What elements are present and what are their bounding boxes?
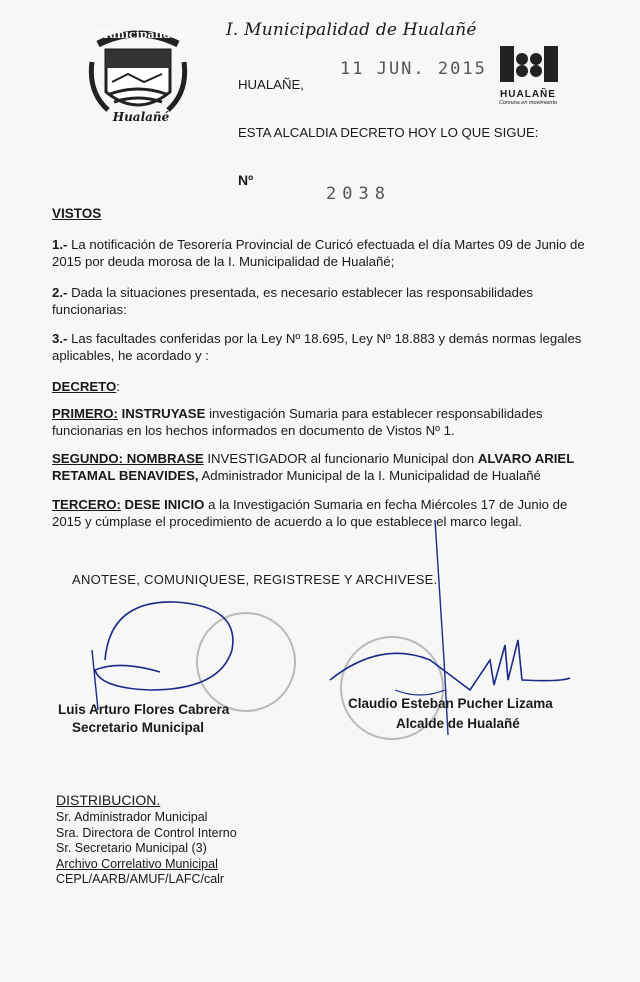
decreto-heading: DECRETO: [52,379,120,394]
municipality-title: I. Municipalidad de Hualañé [226,20,477,40]
distribucion-line: Archivo Correlativo Municipal [56,856,218,871]
distribucion-heading: DISTRIBUCION. [56,792,161,808]
distribucion-list [56,810,237,888]
distribucion-line: Sr. Administrador Municipal [56,810,208,824]
distribucion-line: CEPL/AARB/AMUF/LAFC/calr [56,872,225,886]
vistos-item-2: 2.- Dada la situaciones presentada, es necesario establecer las responsabilidades funcionarias: [52,285,533,317]
decreto-primero: PRIMERO: INSTRUYASE investigación Sumaria para establecer responsabilidades funcionarias en los hechos informados en documento de Vistos Nº 1. [52,406,543,438]
vistos-item-1: 1.- La notificación de Tesorería Provincial de Curicó efectuada el día Martes 09 de Junio de 2015 por deuda morosa de la I. Municipalidad de Hualañé; [52,237,585,269]
decreto-tercero: TERCERO: DESE INICIO a la Investigación Sumaria en fecha Miércoles 17 de Junio de 2015 y cúmplase el procedimiento de acuerdo a lo que establece el marco legal. [52,497,568,529]
decree-number: 2038 [326,184,391,204]
number-label: Nº [238,172,254,188]
vistos-heading: VISTOS [52,206,102,221]
decreto-segundo: SEGUNDO: NOMBRASE INVESTIGADOR al funcionario Municipal don ALVARO ARIEL RETAMAL BENAVIDES, Administrador Municipal de la I. Municipalidad de Hualañé [52,451,575,483]
date-stamp: 11 JUN. 2015 [340,59,487,79]
left-signatory-name: Luis Arturo Flores Cabrera [58,702,230,717]
distribucion-line: Sr. Secretario Municipal (3) [56,841,207,855]
vistos-item-3: 3.- Las facultades conferidas por la Ley Nº 18.695, Ley Nº 18.883 y demás normas legales aplicables, he acordado y : [52,331,582,363]
hualane-logo-icon [498,44,560,84]
place-label: HUALAÑE, [238,77,304,92]
crest-top-text: Municipalidad [96,28,186,41]
logo-tagline: Comuna en movimiento [498,100,558,106]
right-signatory-name: Claudio Esteban Pucher Lizama [348,696,553,711]
distribucion-line: Sra. Directora de Control Interno [56,825,237,840]
hualane-logo [494,44,564,106]
logo-name: HUALAÑE [500,89,556,100]
secretary-seal [196,612,296,712]
right-signatory-title: Alcalde de Hualañé [396,716,520,731]
left-signatory-title: Secretario Municipal [72,720,205,735]
intro-line: ESTA ALCALDIA DECRETO HOY LO QUE SIGUE: [238,125,539,140]
crest-bottom-text: Hualañé [112,110,170,124]
closing-line: ANOTESE, COMUNIQUESE, REGISTRESE Y ARCHIVESE. [72,572,438,587]
